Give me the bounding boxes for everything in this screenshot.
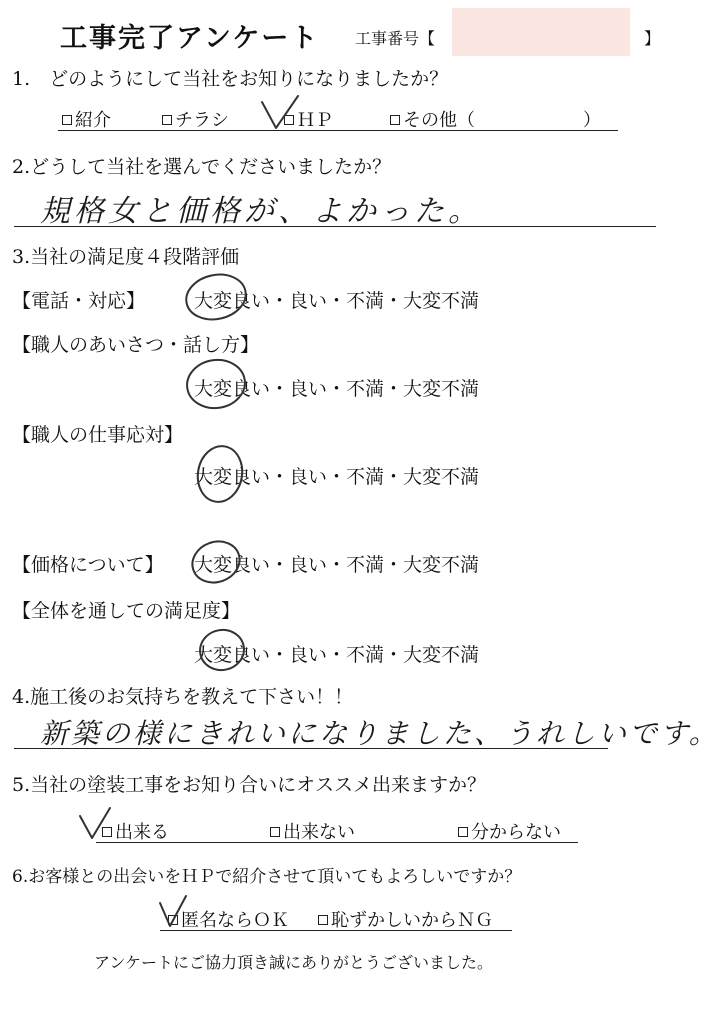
checkmark-icon bbox=[262, 96, 298, 128]
q2-text: 2.どうして当社を選んでくださいましたか？ bbox=[12, 156, 392, 178]
circle-mark-icon bbox=[182, 269, 250, 325]
q1-option-referral[interactable]: 紹介 bbox=[62, 106, 111, 132]
q1-text: 1. どのようにして当社をお知りになりましたか？ bbox=[12, 68, 449, 90]
q4-handwritten-answer: 新築の様にきれいになりました、うれしいです。 bbox=[40, 717, 720, 750]
q5-option-yes[interactable]: 出来る bbox=[102, 818, 169, 844]
circle-mark-icon bbox=[184, 356, 248, 412]
footer-thanks: アンケートにご協力頂き誠にありがとうございました。 bbox=[94, 953, 494, 972]
q3-item-greeting-label: 【職人のあいさつ・話し方】 bbox=[12, 334, 260, 356]
q5-option-no[interactable]: 出来ない bbox=[270, 818, 355, 844]
q1-option-flyer[interactable]: チラシ bbox=[162, 106, 229, 132]
q3-item-price-scale[interactable]: 大変良い・良い・不満・大変不満 bbox=[194, 554, 480, 576]
q3-item-price-label: 【価格について】 bbox=[12, 554, 164, 576]
q3-item-work-scale[interactable]: 大変良い・良い・不満・大変不満 bbox=[194, 466, 480, 488]
checkmark-icon bbox=[80, 808, 110, 838]
q1-option-other[interactable]: その他（ ） bbox=[390, 106, 601, 132]
q3-item-greeting-scale[interactable]: 大変良い・良い・不満・大変不満 bbox=[194, 378, 480, 400]
q2-handwritten-answer: 規格女と価格が、よかった。 bbox=[40, 194, 482, 229]
checkmark-icon bbox=[160, 896, 186, 926]
circle-mark-icon bbox=[187, 535, 246, 589]
q5-text: 5.当社の塗装工事をお知り合いにオススメ出来ますか？ bbox=[12, 774, 486, 796]
document-title: 工事完了アンケート bbox=[60, 23, 320, 54]
q3-item-overall-label: 【全体を通しての満足度】 bbox=[12, 600, 241, 622]
work-number-close: 】 bbox=[644, 29, 661, 48]
q6-text: 6.お客様との出会いをＨＰで紹介させて頂いてもよろしいですか？ bbox=[12, 867, 522, 887]
q5-option-unsure[interactable]: 分からない bbox=[458, 818, 561, 844]
q3-item-work-label: 【職人の仕事応対】 bbox=[12, 424, 184, 446]
q4-text: 4.施工後のお気持ちを教えて下さい！！ bbox=[12, 686, 354, 708]
circle-mark-icon bbox=[193, 443, 246, 506]
q3-text: 3.当社の満足度４段階評価 bbox=[12, 246, 240, 268]
q3-item-overall-scale[interactable]: 大変良い・良い・不満・大変不満 bbox=[194, 644, 480, 666]
q3-item-phone-label: 【電話・対応】 bbox=[12, 290, 146, 312]
circle-mark-icon bbox=[197, 626, 247, 673]
q1-option-hp[interactable]: ＨＰ bbox=[284, 106, 333, 132]
work-number-label: 工事番号【 bbox=[355, 29, 436, 48]
q3-item-phone-scale[interactable]: 大変良い・良い・不満・大変不満 bbox=[194, 290, 480, 312]
q6-option-ng[interactable]: 恥ずかしいからＮＧ bbox=[318, 906, 493, 932]
q6-option-anonymous[interactable]: 匿名ならＯＫ bbox=[168, 906, 289, 932]
